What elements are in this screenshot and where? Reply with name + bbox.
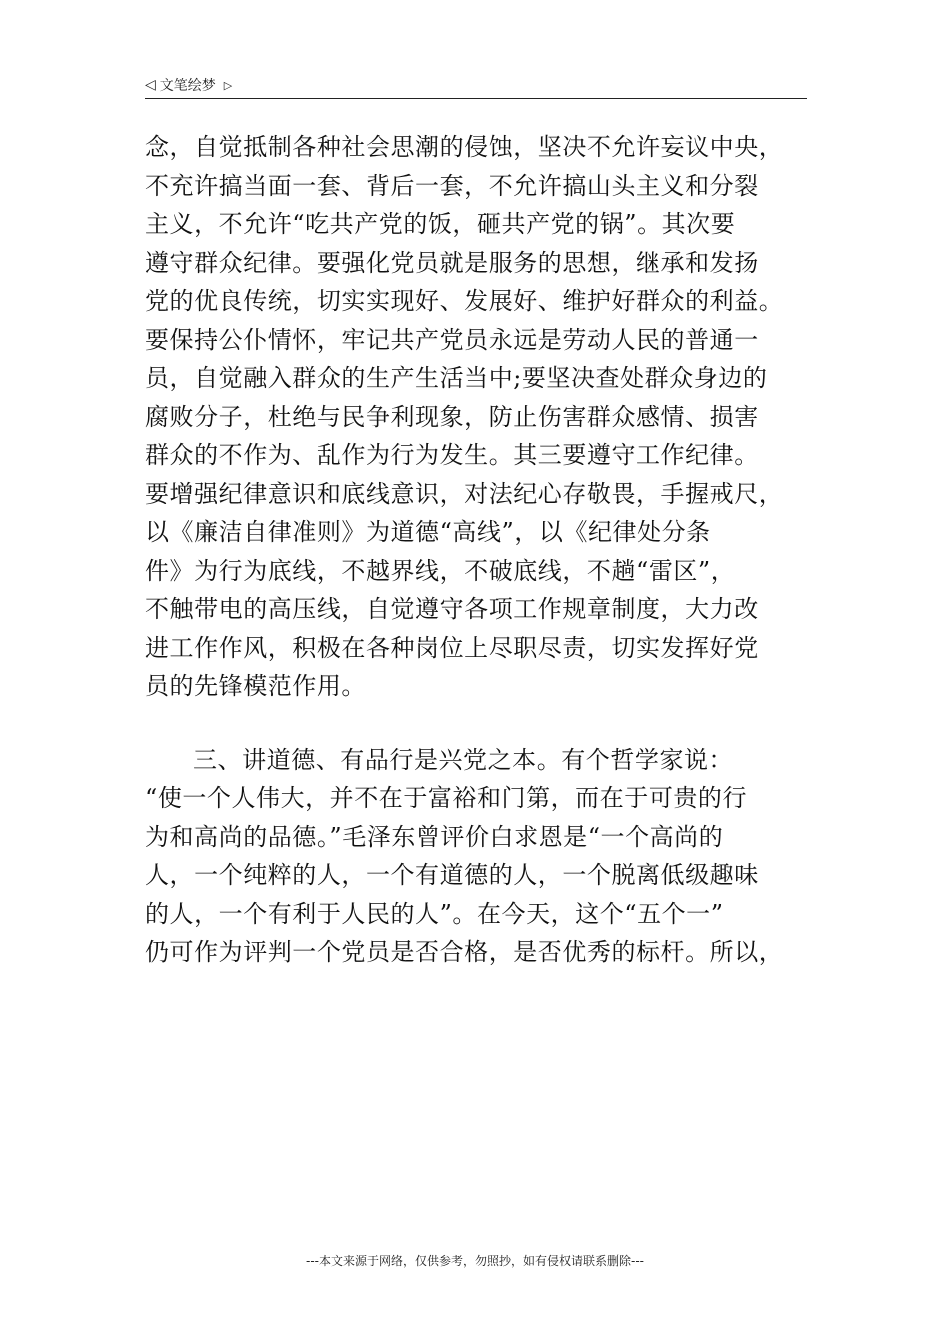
text-line: 党的优良传统，切实实现好、发展好、维护好群众的利益。 (145, 287, 784, 315)
text-line: 员，自觉融入群众的生产生活当中;要坚决查处群众身边的 (145, 364, 768, 392)
page-header (145, 72, 807, 99)
text-line: 要保持公仆情怀，牢记共产党员永远是劳动人民的普通一 (145, 325, 759, 354)
text-line: 腐败分子，杜绝与民争利现象，防止伤害群众感情、损害 (145, 402, 759, 431)
triangle-left-icon: ◁ (145, 77, 156, 93)
text-line: 要增强纪律意识和底线意识，对法纪心存敬畏，手握戒尺， (145, 479, 784, 508)
paragraph-spacer (145, 706, 807, 741)
paragraph-1 (145, 128, 807, 706)
text-line: 进工作作风，积极在各种岗位上尽职尽责，切实发挥好党 (145, 633, 759, 662)
text-line: 念，自觉抵制各种社会思潮的侵蚀，坚决不允许妄议中央， (145, 133, 784, 161)
text-line: 不触带电的高压线，自觉遵守各项工作规章制度，大力改 (145, 595, 759, 623)
header-brand: 文笔绘梦 (159, 78, 216, 94)
text-line: 为和高尚的品德。”毛泽东曾评价白求恩是“一个高尚的 (145, 822, 724, 851)
text-line: 群众的不作为、乱作为行为发生。其三要遵守工作纪律。 (145, 441, 759, 469)
text-line: 的人，一个有利于人民的人”。在今天，这个“五个一” (145, 899, 724, 928)
page-footer: ---本文来源于网络，仅供参考，勿照抄，如有侵权请联系删除--- (306, 1254, 644, 1268)
text-line: 主义，不允许“吃共产党的饭，砸共产党的锅”。其次要 (145, 210, 736, 238)
text-line: 三、讲道德、有品行是兴党之本。有个哲学家说： (193, 745, 734, 774)
text-line: 件》为行为底线，不越界线，不破底线，不趟“雷区”， (145, 556, 736, 585)
triangle-right-icon: ▷ (223, 78, 233, 92)
text-line: 仍可作为评判一个党员是否合格，是否优秀的标杆。所以， (145, 938, 784, 966)
text-line: 遵守群众纪律。要强化党员就是服务的思想，继承和发扬 (145, 248, 759, 277)
text-line: 员的先锋模范作用。 (145, 672, 366, 700)
text-line: 人，一个纯粹的人，一个有道德的人，一个脱离低级趣味 (145, 861, 759, 889)
text-line: 以《廉洁自律准则》为道德“高线”，以《纪律处分条 (145, 518, 711, 546)
document-body (145, 128, 807, 972)
text-line: “使一个人伟大，并不在于富裕和门第，而在于可贵的行 (145, 784, 748, 812)
text-line: 不充许搞当面一套、背后一套，不允许搞山头主义和分裂 (145, 171, 759, 200)
paragraph-2 (145, 741, 807, 972)
